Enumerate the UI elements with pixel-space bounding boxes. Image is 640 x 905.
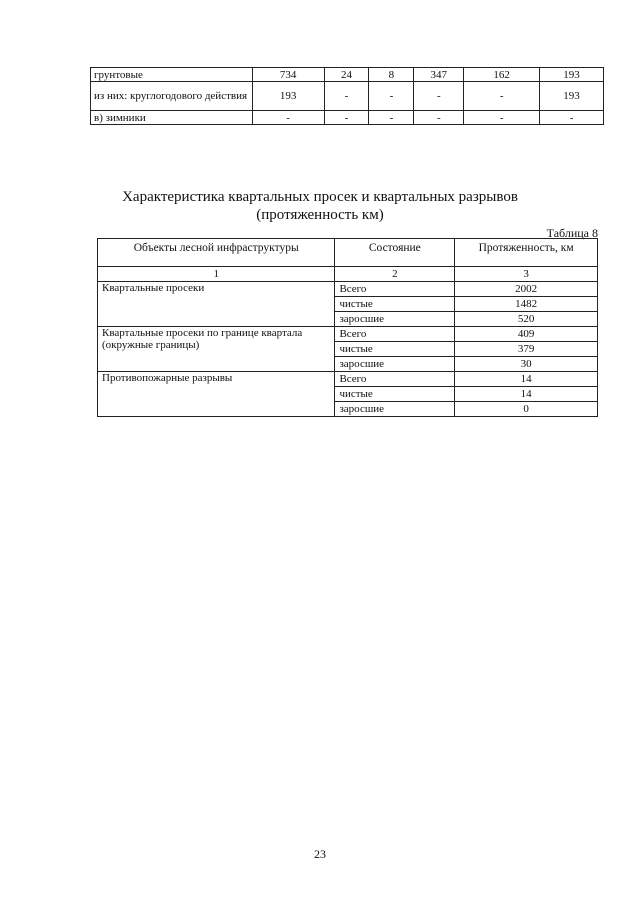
state-cell: Всего [335,282,455,297]
table-row [91,68,604,82]
cell-value: 8 [369,68,414,82]
length-cell: 1482 [455,297,598,312]
length-cell: 520 [455,312,598,327]
column-number-row [98,267,598,282]
cell-value: - [540,111,604,125]
length-cell: 14 [455,372,598,387]
row-label: из них: круглогодового действия [91,82,253,111]
table-row [91,111,604,125]
table-row [98,372,598,387]
cell-value: 24 [324,68,369,82]
row-label: грунтовые [91,68,253,82]
column-number: 1 [98,267,335,282]
state-cell: Всего [335,372,455,387]
cell-value: - [464,82,540,111]
cell-value: - [369,111,414,125]
cell-value: - [324,111,369,125]
state-cell: чистые [335,297,455,312]
cell-value: - [464,111,540,125]
column-number: 2 [335,267,455,282]
length-cell: 409 [455,327,598,342]
cell-value: - [369,82,414,111]
state-cell: заросшие [335,312,455,327]
state-cell: чистые [335,342,455,357]
length-cell: 14 [455,387,598,402]
cell-value: - [414,111,464,125]
length-cell: 2002 [455,282,598,297]
table-row [98,282,598,297]
object-name: Противопожарные разрывы [98,372,335,417]
cell-value: 734 [252,68,324,82]
table-number: Таблица 8 [546,226,598,240]
column-header: Объекты лесной инфраструктуры [98,239,335,267]
row-label: в) зимники [91,111,253,125]
cell-value: 193 [540,82,604,111]
object-name: Квартальные просеки по границе квартала (окружные границы) [98,327,335,372]
column-header: Протяженность, км [455,239,598,267]
cell-value: - [414,82,464,111]
cell-value: 193 [252,82,324,111]
roads-table-continuation [90,67,604,125]
state-cell: заросшие [335,402,455,417]
column-header: Состояние [335,239,455,267]
table-row [98,327,598,342]
table-row [91,82,604,111]
table-header-row [98,239,598,267]
length-cell: 30 [455,357,598,372]
state-cell: чистые [335,387,455,402]
cell-value: 347 [414,68,464,82]
cell-value: 162 [464,68,540,82]
length-cell: 379 [455,342,598,357]
column-number: 3 [455,267,598,282]
section-title: Характеристика квартальных просек и квартальных разрывов [122,189,518,205]
page-number: 23 [314,847,326,861]
length-cell: 0 [455,402,598,417]
state-cell: заросшие [335,357,455,372]
cell-value: - [324,82,369,111]
cell-value: 193 [540,68,604,82]
cell-value: - [252,111,324,125]
state-cell: Всего [335,327,455,342]
section-subtitle: (протяженность км) [256,207,384,223]
object-name: Квартальные просеки [98,282,335,327]
clearings-table [97,238,598,417]
